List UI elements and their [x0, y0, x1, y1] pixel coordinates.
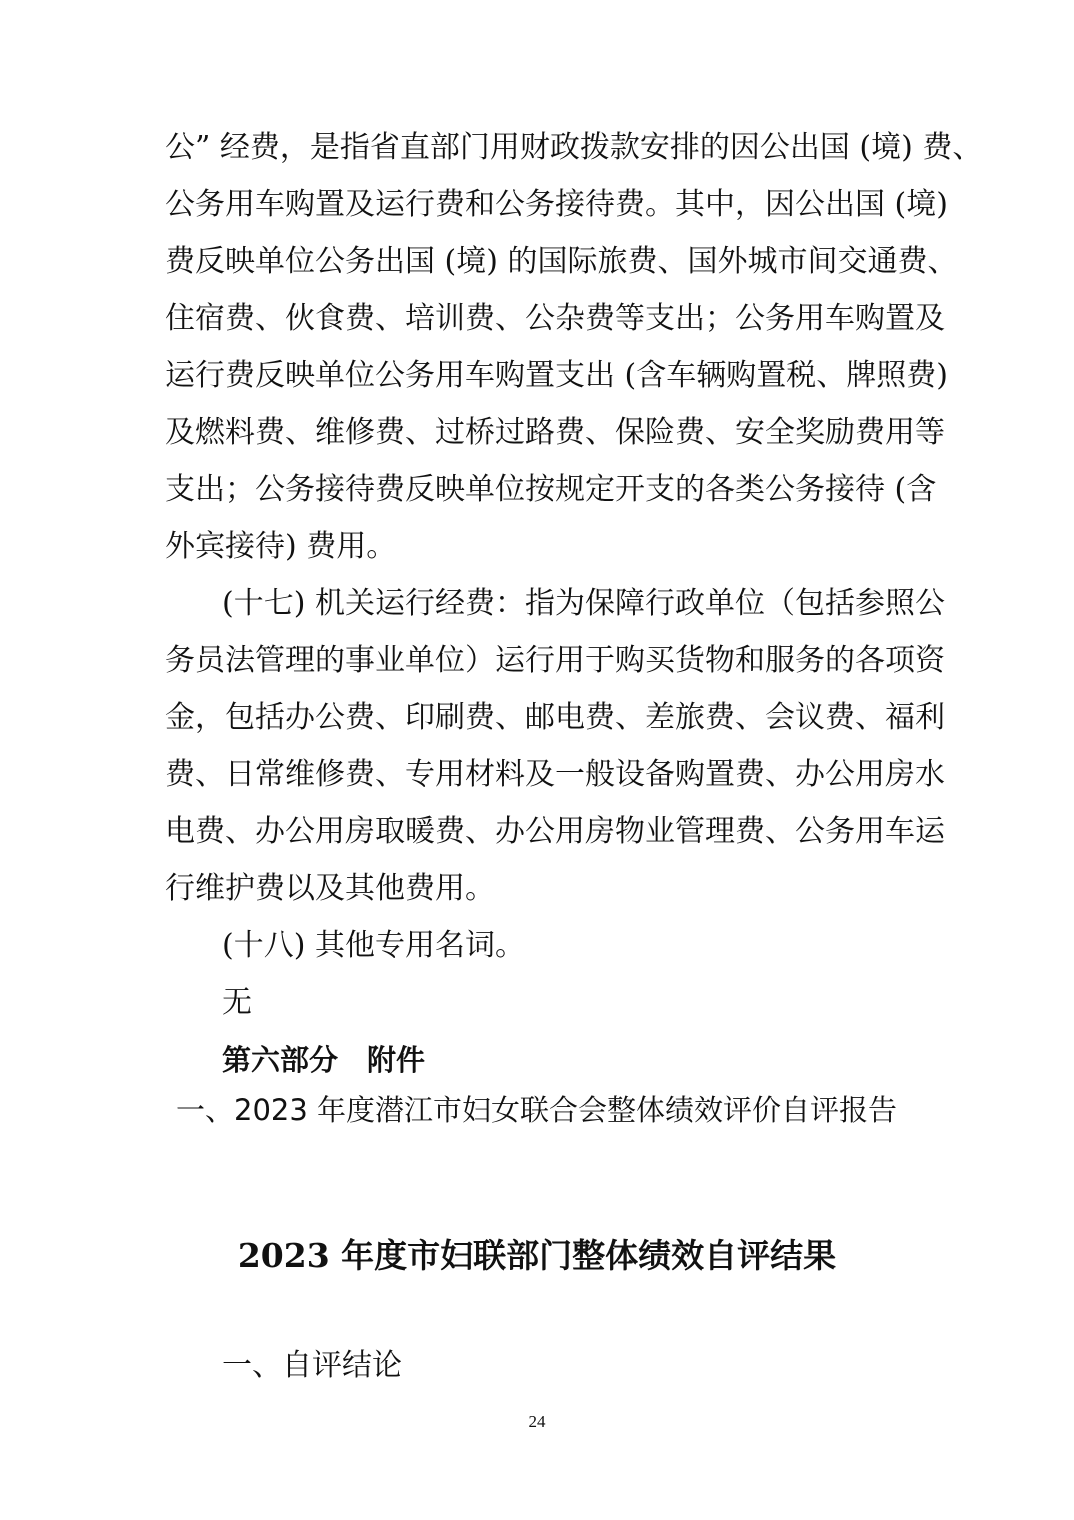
paragraph-line: 公务用车购置及运行费和公务接待费。其中，因公出国 (境) [165, 187, 948, 222]
paragraph-line: 运行费反映单位公务用车购置支出 (含车辆购置税、牌照费) [165, 358, 948, 393]
paragraph-line: 外宾接待) 费用。 [165, 529, 397, 564]
paragraph-line: 行维护费以及其他费用。 [165, 871, 495, 906]
part-six-heading: 第六部分 附件 [222, 1043, 426, 1077]
paragraph-line: 电费、办公用房取暖费、办公用房物业管理费、公务用车运 [165, 814, 945, 849]
paragraph-line: (十七) 机关运行经费：指为保障行政单位（包括参照公 [222, 586, 945, 621]
report-title: 2023 年度市妇联部门整体绩效自评结果 [237, 1236, 837, 1275]
paragraph-18: (十八) 其他专用名词。 [222, 928, 525, 963]
section-one-heading: 一、自评结论 [222, 1348, 402, 1383]
paragraph-line: 务员法管理的事业单位）运行用于购买货物和服务的各项资 [165, 643, 945, 678]
attachment-item: 一、2023 年度潜江市妇女联合会整体绩效评价自评报告 [176, 1093, 898, 1127]
paragraph-line: 金，包括办公费、印刷费、邮电费、差旅费、会议费、福利 [165, 700, 945, 735]
paragraph-line: 公” 经费，是指省直部门用财政拨款安排的因公出国 (境) 费、 [165, 130, 983, 165]
none-text: 无 [222, 985, 252, 1020]
paragraph-line: 费、日常维修费、专用材料及一般设备购置费、办公用房水 [165, 757, 945, 792]
paragraph-line: 支出；公务接待费反映单位按规定开支的各类公务接待 (含 [165, 472, 937, 507]
paragraph-line: 费反映单位公务出国 (境) 的国际旅费、国外城市间交通费、 [165, 244, 958, 279]
paragraph-line: 及燃料费、维修费、过桥过路费、保险费、安全奖励费用等 [165, 415, 945, 450]
paragraph-line: 住宿费、伙食费、培训费、公杂费等支出；公务用车购置及 [165, 301, 945, 336]
page-number: 24 [528, 1412, 546, 1431]
